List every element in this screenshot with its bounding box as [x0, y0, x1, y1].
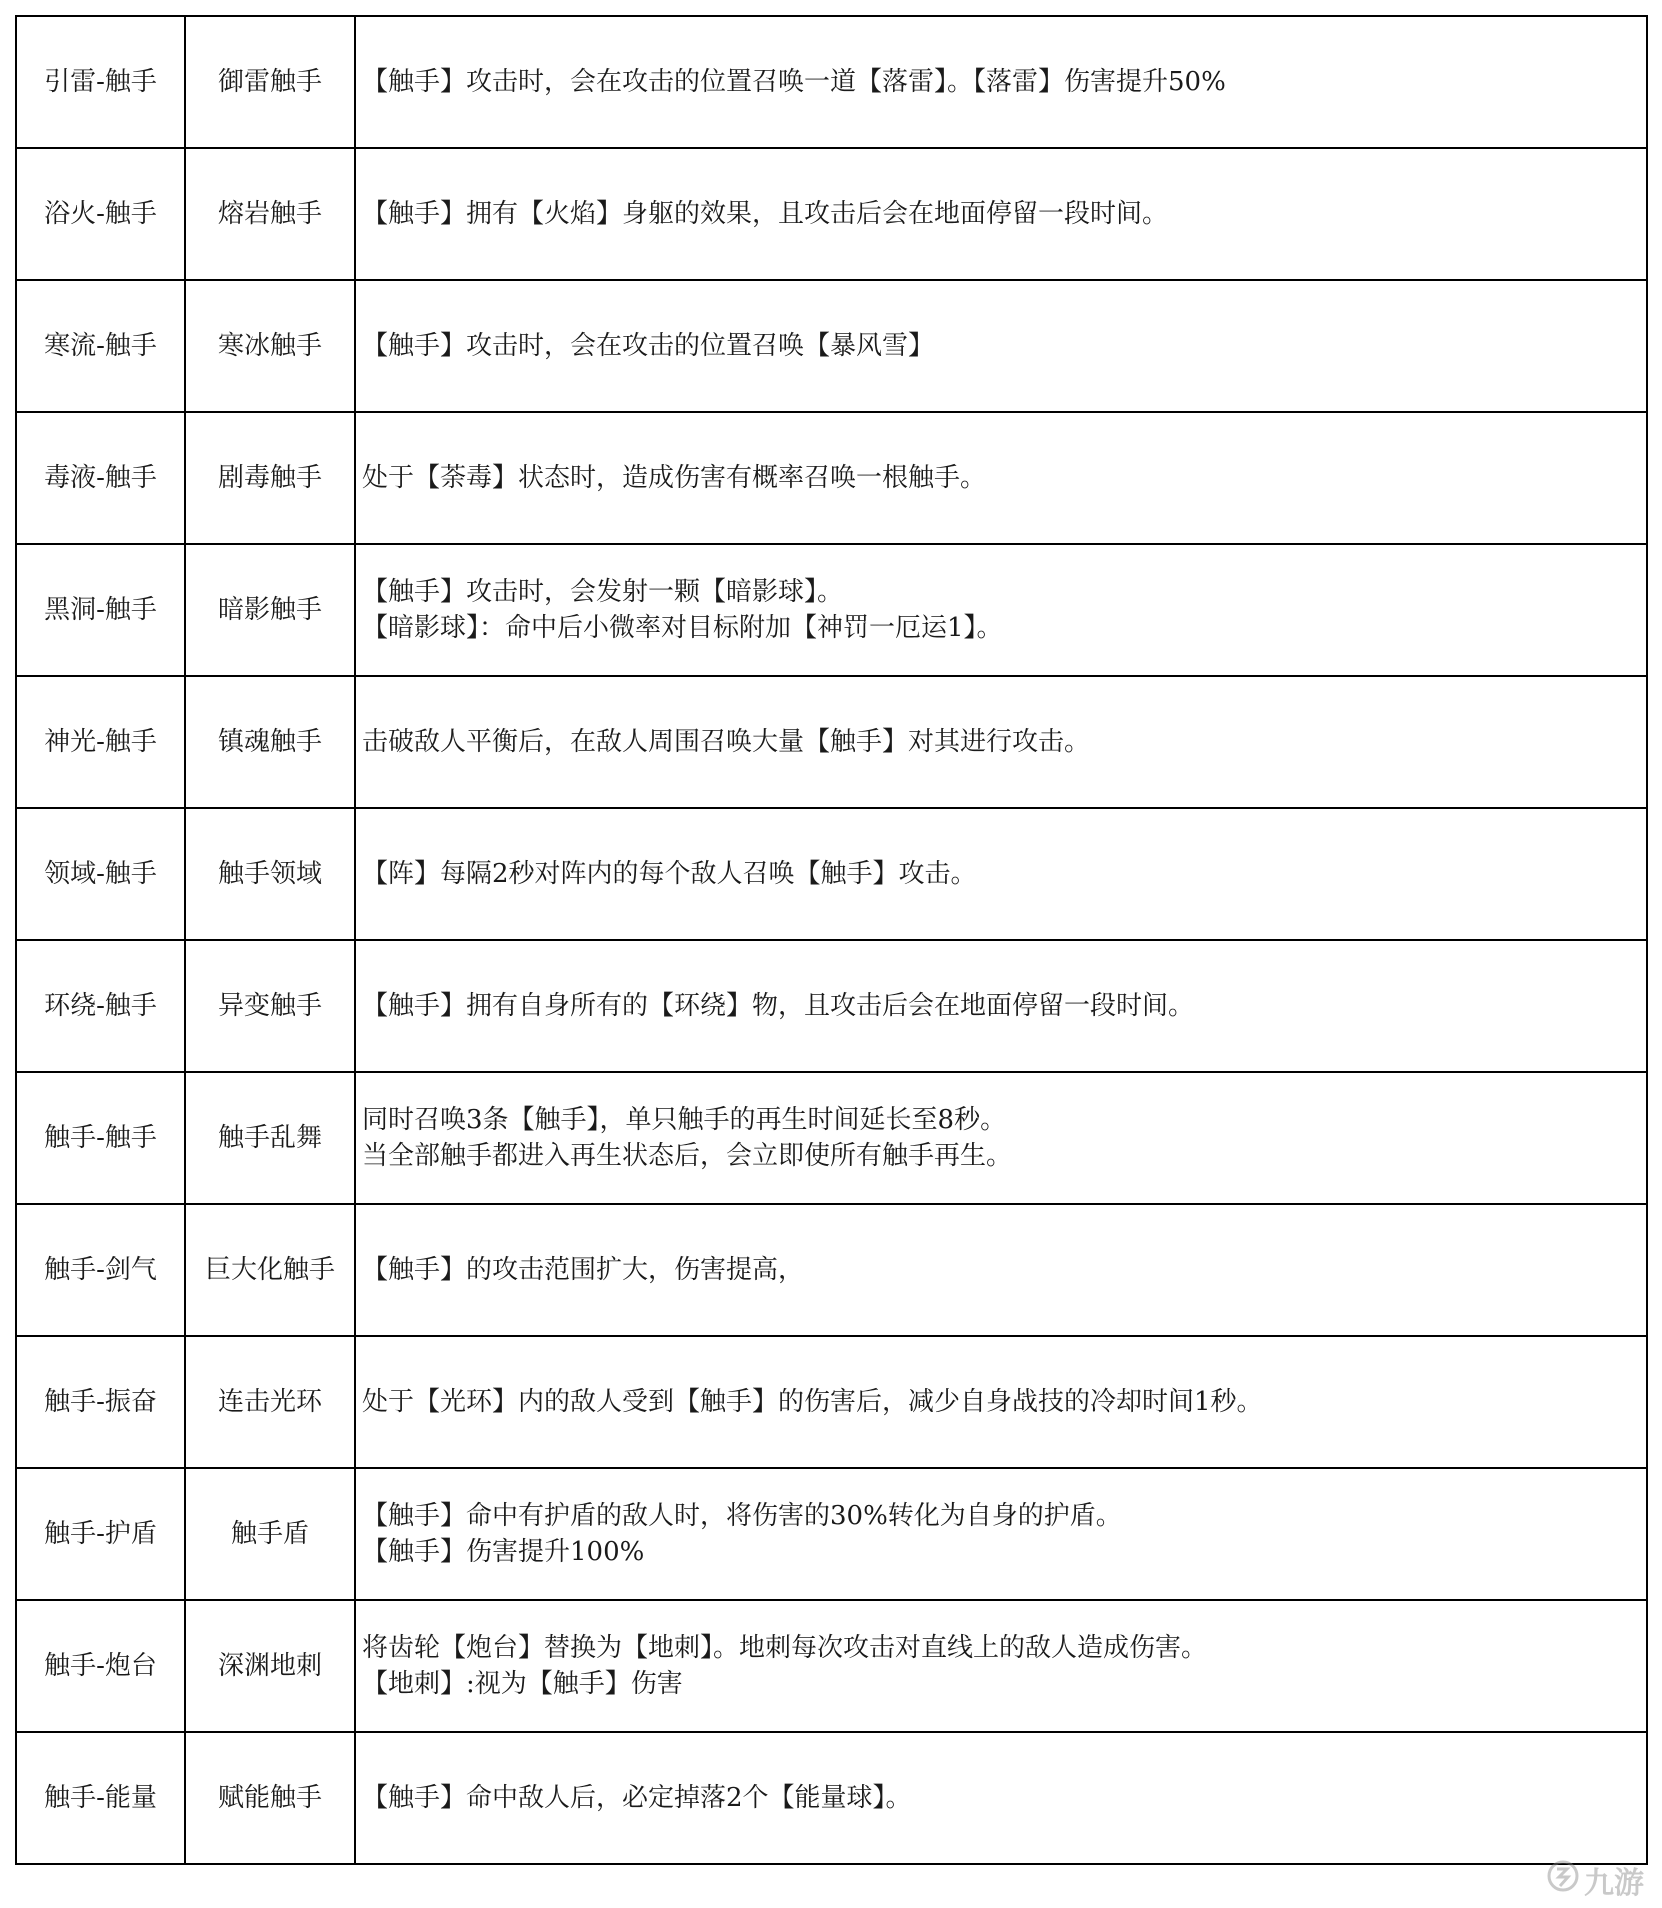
table-row: [16, 412, 1647, 544]
description-line: 将齿轮【炮台】替换为【地刺】。地刺每次攻击对直线上的敌人造成伤害。: [362, 1633, 1208, 1663]
description-cell: [355, 16, 1647, 148]
description-line: 同时召唤3条【触手】，单只触手的再生时间延长至8秒。: [362, 1105, 1007, 1135]
skill-name-cell: 深渊地刺: [185, 1600, 355, 1732]
description-line: 处于【荼毒】状态时，造成伤害有概率召唤一根触手。: [362, 463, 987, 493]
table-row: [16, 148, 1647, 280]
description-cell: [355, 940, 1647, 1072]
table-row: [16, 1336, 1647, 1468]
description-cell: [355, 676, 1647, 808]
description-cell: [355, 1468, 1647, 1600]
description-cell: [355, 544, 1647, 676]
description-line: 【触手】的攻击范围扩大，伤害提高，: [362, 1255, 805, 1285]
skill-name-cell: 寒冰触手: [185, 280, 355, 412]
table-body: [16, 16, 1647, 1864]
watermark: [1546, 1858, 1644, 1902]
description-cell: [355, 412, 1647, 544]
description-cell: [355, 1336, 1647, 1468]
combo-cell: 触手-触手: [16, 1072, 185, 1204]
combo-cell: 领域-触手: [16, 808, 185, 940]
description-line: 【触手】命中敌人后，必定掉落2个【能量球】。: [362, 1783, 912, 1813]
table-row: [16, 676, 1647, 808]
combo-cell: 神光-触手: [16, 676, 185, 808]
skill-combo-table: [15, 15, 1648, 1865]
skill-name-cell: 熔岩触手: [185, 148, 355, 280]
description-line: 【触手】攻击时，会在攻击的位置召唤一道【落雷】。【落雷】伤害提升50%: [362, 67, 1226, 97]
table-row: [16, 1072, 1647, 1204]
skill-name-cell: 暗影触手: [185, 544, 355, 676]
description-line: 击破敌人平衡后，在敌人周围召唤大量【触手】对其进行攻击。: [362, 727, 1091, 757]
table-row: [16, 808, 1647, 940]
skill-name-cell: 连击光环: [185, 1336, 355, 1468]
watermark-text: 九游: [1584, 1866, 1644, 1901]
description-cell: [355, 1072, 1647, 1204]
description-cell: [355, 148, 1647, 280]
combo-cell: 浴火-触手: [16, 148, 185, 280]
skill-name-cell: 异变触手: [185, 940, 355, 1072]
description-cell: [355, 280, 1647, 412]
combo-cell: 毒液-触手: [16, 412, 185, 544]
table-row: [16, 1204, 1647, 1336]
description-line: 【触手】攻击时，会发射一颗【暗影球】。: [362, 577, 844, 607]
table-row: [16, 1732, 1647, 1864]
combo-cell: 触手-能量: [16, 1732, 185, 1864]
description-line: 当全部触手都进入再生状态后，会立即使所有触手再生。: [362, 1141, 1013, 1171]
skill-name-cell: 剧毒触手: [185, 412, 355, 544]
table-row: [16, 280, 1647, 412]
combo-cell: 触手-剑气: [16, 1204, 185, 1336]
skill-name-cell: 镇魂触手: [185, 676, 355, 808]
description-cell: [355, 1732, 1647, 1864]
description-line: 处于【光环】内的敌人受到【触手】的伤害后，减少自身战技的冷却时间1秒。: [362, 1387, 1263, 1417]
description-line: 【触手】命中有护盾的敌人时，将伤害的30%转化为自身的护盾。: [362, 1501, 1122, 1531]
description-line: 【触手】拥有【火焰】身躯的效果，且攻击后会在地面停留一段时间。: [362, 199, 1169, 229]
combo-cell: 环绕-触手: [16, 940, 185, 1072]
description-line: 【地刺】:视为【触手】伤害: [362, 1669, 683, 1699]
combo-cell: 黑洞-触手: [16, 544, 185, 676]
description-line: 【触手】伤害提升100%: [362, 1537, 645, 1567]
description-cell: [355, 808, 1647, 940]
jiuyou-logo-icon: [1546, 1859, 1580, 1901]
skill-name-cell: 触手盾: [185, 1468, 355, 1600]
description-line: 【暗影球】：命中后小微率对目标附加【神罚一厄运1】。: [362, 613, 1003, 643]
table-row: [16, 940, 1647, 1072]
skill-name-cell: 触手乱舞: [185, 1072, 355, 1204]
description-line: 【触手】拥有自身所有的【环绕】物，且攻击后会在地面停留一段时间。: [362, 991, 1195, 1021]
description-line: 【阵】每隔2秒对阵内的每个敌人召唤【触手】攻击。: [362, 859, 977, 889]
skill-name-cell: 巨大化触手: [185, 1204, 355, 1336]
table-row: [16, 1468, 1647, 1600]
combo-cell: 触手-振奋: [16, 1336, 185, 1468]
skill-name-cell: 赋能触手: [185, 1732, 355, 1864]
description-cell: [355, 1600, 1647, 1732]
table-row: [16, 1600, 1647, 1732]
combo-cell: 触手-护盾: [16, 1468, 185, 1600]
combo-cell: 引雷-触手: [16, 16, 185, 148]
skill-name-cell: 御雷触手: [185, 16, 355, 148]
table-row: [16, 16, 1647, 148]
combo-cell: 触手-炮台: [16, 1600, 185, 1732]
description-cell: [355, 1204, 1647, 1336]
combo-cell: 寒流-触手: [16, 280, 185, 412]
description-line: 【触手】攻击时，会在攻击的位置召唤【暴风雪】: [362, 331, 935, 361]
table-row: [16, 544, 1647, 676]
skill-name-cell: 触手领域: [185, 808, 355, 940]
